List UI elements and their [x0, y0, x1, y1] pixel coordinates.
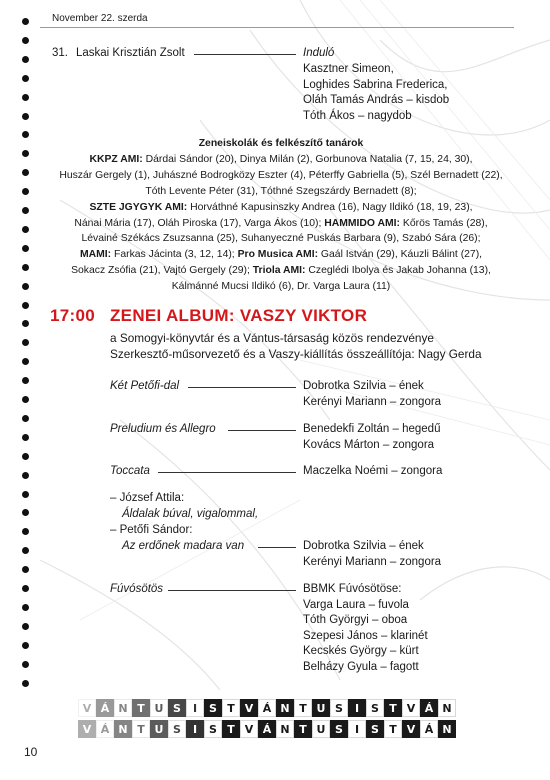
piece-title: Toccata — [110, 465, 150, 477]
binding-hole — [22, 509, 29, 516]
banner-letter: N — [114, 699, 132, 717]
piece-performers — [303, 422, 440, 453]
spiral-binding — [20, 18, 32, 698]
banner-letter: T — [294, 720, 312, 738]
banner-letter: V — [402, 720, 420, 738]
performer-line: Kerényi Mariann – zongora — [303, 395, 442, 408]
binding-hole — [22, 528, 29, 535]
banner-letter: T — [294, 699, 312, 717]
banner-row — [78, 699, 510, 717]
banner-letter: Á — [96, 699, 114, 717]
binding-hole — [22, 131, 29, 138]
school-name: KKPZ AMI: — [89, 153, 143, 165]
banner-letter: V — [78, 720, 96, 738]
page-date-header: November 22. szerda — [52, 13, 148, 24]
binding-hole — [22, 207, 29, 214]
teacher-list: Huszár Gergely (1), Juhászné Bodrogközy Eszter (4), Péterffy Gabriella (5), Szél Bernadett (22), — [59, 169, 503, 181]
vantus-istvan-banner — [78, 699, 510, 751]
event-heading — [50, 306, 367, 326]
piece-title: Fúvósötös — [110, 583, 164, 595]
school-name: Triola AMI: — [252, 265, 306, 277]
banner-letter: U — [312, 720, 330, 738]
banner-letter: S — [168, 699, 186, 717]
banner-letter: S — [366, 699, 384, 717]
binding-hole — [22, 547, 29, 554]
binding-hole — [22, 642, 29, 649]
performer-line: Dobrotka Szilvia – ének — [303, 540, 424, 552]
teacher-list: Lévainé Székács Zsuzsanna (25), Suhanyeczné Puskás Barbara (9), Szabó Sára (26); — [81, 233, 481, 245]
school-name: HAMMIDO AMI: — [324, 217, 401, 229]
performer-line: Kerényi Mariann – zongora — [303, 555, 442, 568]
banner-letter: S — [366, 720, 384, 738]
performer-line: Maczelka Noémi – zongora — [303, 465, 443, 477]
banner-letter: N — [114, 720, 132, 738]
binding-hole — [22, 453, 29, 460]
banner-letter: I — [186, 720, 204, 738]
binding-hole — [22, 661, 29, 668]
binding-hole — [22, 415, 29, 422]
banner-letter: V — [78, 699, 96, 717]
banner-letter: S — [204, 699, 222, 717]
teacher-list: Nánai Mária (17), Oláh Piroska (17), Varga Ákos (10); — [74, 217, 325, 229]
banner-letter: N — [276, 720, 294, 738]
binding-hole — [22, 491, 29, 498]
binding-hole — [22, 18, 29, 25]
binding-hole — [22, 94, 29, 101]
schools-block — [56, 136, 506, 295]
performer-line: BBMK Fúvósötöse: — [303, 583, 402, 595]
poet-line: – Petőfi Sándor: — [110, 524, 193, 536]
binding-hole — [22, 302, 29, 309]
binding-hole — [22, 604, 29, 611]
school-name: MAMI: — [79, 249, 112, 261]
binding-hole — [22, 396, 29, 403]
banner-letter: I — [348, 699, 366, 717]
performer-line: Kovács Márton – zongora — [303, 438, 435, 451]
program-number: 31. — [52, 47, 68, 59]
leader-line — [194, 54, 296, 55]
performer-line: Tóth Ákos – nagydob — [303, 109, 412, 122]
teacher-list: Kőrös Tamás (28), — [400, 217, 488, 229]
binding-hole — [22, 113, 29, 120]
binding-hole — [22, 56, 29, 63]
banner-letter: U — [150, 699, 168, 717]
performer-line: Benedekfi Zoltán – hegedű — [303, 423, 441, 435]
banner-letter: T — [222, 699, 240, 717]
schools-list — [56, 152, 506, 295]
banner-letter: V — [402, 699, 420, 717]
performer-line: Varga Laura – fuvola — [303, 598, 409, 611]
event-title: ZENEI ALBUM: VASZY VIKTOR — [110, 306, 368, 325]
banner-letter: U — [312, 699, 330, 717]
piece-performers — [303, 379, 441, 410]
binding-hole — [22, 680, 29, 687]
program-composer: Laskai Krisztián Zsolt — [76, 47, 185, 59]
banner-letter: S — [330, 699, 348, 717]
binding-hole — [22, 434, 29, 441]
teacher-list: Gaál István (29), Káuzli Bálint (27), — [318, 249, 483, 261]
performer-line: Belházy Gyula – fagott — [303, 660, 419, 673]
banner-letter: V — [240, 699, 258, 717]
teacher-list: Farkas Jácinta (3, 12, 14); — [111, 249, 238, 261]
school-name: Pro Musica AMI: — [237, 249, 319, 261]
banner-letter: Á — [420, 699, 438, 717]
binding-hole — [22, 623, 29, 630]
leader-line — [188, 387, 296, 388]
binding-hole — [22, 37, 29, 44]
header-divider — [40, 27, 514, 28]
binding-hole — [22, 245, 29, 252]
school-name: SZTE JGYGYK AMI: — [89, 201, 188, 213]
leader-line — [228, 430, 296, 431]
poem-title: Az erdőnek madara van — [122, 540, 245, 552]
performer-line: Dobrotka Szilvia – ének — [303, 380, 424, 392]
piece-performers — [303, 539, 441, 570]
teacher-list: Sokacz Zsófia (21), Vajtó Gergely (29); — [71, 265, 253, 277]
page-number: 10 — [24, 745, 38, 759]
performer-line: Loghides Sabrina Frederica, — [303, 78, 448, 91]
binding-hole — [22, 358, 29, 365]
performer-line: Oláh Tamás András – kisdob — [303, 94, 450, 106]
binding-hole — [22, 472, 29, 479]
program-title: Induló — [303, 47, 335, 59]
banner-letter: T — [132, 699, 150, 717]
performer-line: Kasztner Simeon, — [303, 63, 394, 75]
poem-title: Áldalak búval, vigalommal, — [122, 508, 259, 520]
event-editor: Szerkesztő-műsorvezető és a Vaszy-kiállítás összeállítója: Nagy Gerda — [110, 347, 482, 361]
schools-heading: Zeneiskolák és felkészítő tanárok — [198, 138, 364, 149]
binding-hole — [22, 169, 29, 176]
performer-line: Kecskés György – kürt — [303, 645, 419, 657]
banner-letter: Á — [258, 720, 276, 738]
banner-letter: I — [186, 699, 204, 717]
binding-hole — [22, 75, 29, 82]
leader-line — [158, 472, 296, 473]
banner-letter: Á — [96, 720, 114, 738]
banner-letter: U — [150, 720, 168, 738]
banner-letter: T — [384, 720, 402, 738]
binding-hole — [22, 566, 29, 573]
binding-hole — [22, 264, 29, 271]
binding-hole — [22, 283, 29, 290]
event-time: 17:00 — [50, 306, 95, 325]
teacher-list: Dárdai Sándor (20), Dinya Milán (2), Gorbunova Natalia (7, 15, 24, 30), — [142, 153, 473, 165]
teacher-list: Tóth Levente Péter (31), Tóthné Szegszárdy Bernadett (8); — [145, 185, 417, 197]
teacher-list: Czeglédi Ibolya és Jakab Johanna (13), — [305, 265, 491, 277]
banner-letter: N — [438, 699, 456, 717]
banner-letter: I — [348, 720, 366, 738]
binding-hole — [22, 320, 29, 327]
binding-hole — [22, 188, 29, 195]
binding-hole — [22, 585, 29, 592]
teacher-list: Horváthné Kapusinszky Andrea (16), Nagy Ildikó (18, 19, 23), — [187, 201, 473, 213]
banner-letter: Á — [258, 699, 276, 717]
teacher-list: Kálmánné Mucsi Ildikó (6), Dr. Varga Laura (11) — [171, 281, 391, 293]
banner-letter: T — [222, 720, 240, 738]
performer-line: Tóth Györgyi – oboa — [303, 614, 408, 626]
piece-title: Két Petőfi-dal — [110, 380, 180, 392]
banner-letter: T — [384, 699, 402, 717]
leader-line — [258, 547, 296, 548]
piece-title: Preludium és Allegro — [110, 423, 216, 435]
binding-hole — [22, 150, 29, 157]
performer-line: Szepesi János – klarinét — [303, 629, 428, 642]
program-performers — [303, 62, 449, 124]
leader-line — [168, 590, 296, 591]
banner-letter: S — [168, 720, 186, 738]
banner-letter: N — [276, 699, 294, 717]
piece-performers — [303, 582, 428, 675]
banner-row — [78, 720, 510, 738]
banner-letter: N — [438, 720, 456, 738]
binding-hole — [22, 339, 29, 346]
piece-performers — [303, 464, 442, 480]
banner-letter: T — [132, 720, 150, 738]
event-description: a Somogyi-könyvtár és a Vántus-társaság közös rendezvénye — [110, 331, 434, 345]
banner-letter: V — [240, 720, 258, 738]
poet-line: – József Attila: — [110, 492, 185, 504]
banner-letter: Á — [420, 720, 438, 738]
banner-letter: S — [204, 720, 222, 738]
banner-letter: S — [330, 720, 348, 738]
binding-hole — [22, 377, 29, 384]
binding-hole — [22, 226, 29, 233]
